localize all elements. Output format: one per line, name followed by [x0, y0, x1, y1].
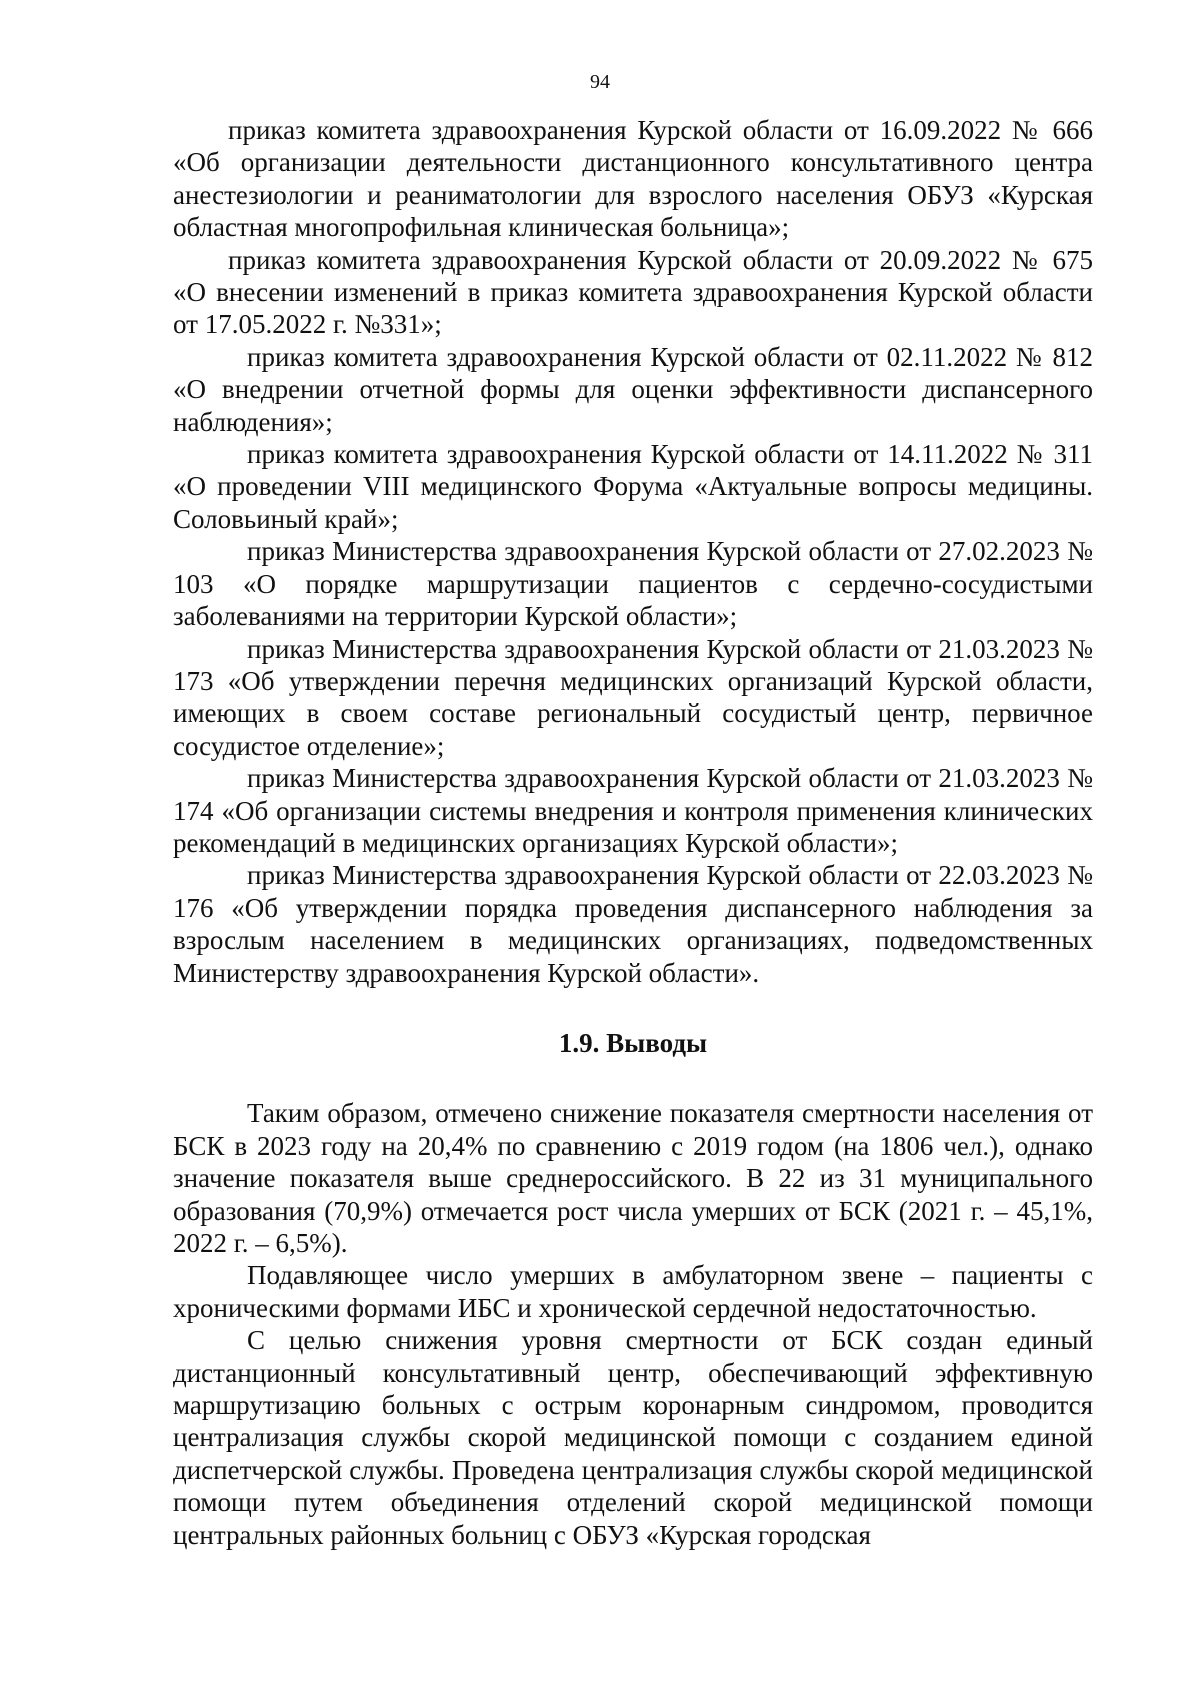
- order-list-item: приказ Министерства здравоохранения Курской области от 21.03.2023 № 173 «Об утверждении перечня медицинских организаций Курской области, имеющих в своем составе региональный сосудистый центр, первичное сосудистое отделение»;: [173, 633, 1093, 761]
- order-list-item: приказ Министерства здравоохранения Курской области от 22.03.2023 № 176 «Об утверждении порядка проведения диспансерного наблюдения за взрослым населением в медицинских организациях, подведомственных Министерству здравоохранения Курской области».: [173, 860, 1093, 988]
- document-body: [173, 114, 1093, 1551]
- order-list-item: приказ Министерства здравоохранения Курской области от 27.02.2023 № 103 «О порядке маршрутизации пациентов с сердечно-сосудистыми заболеваниями на территории Курской области»;: [173, 536, 1093, 632]
- order-list-item: приказ комитета здравоохранения Курской области от 20.09.2022 № 675 «О внесении изменений в приказ комитета здравоохранения Курской области от 17.05.2022 г. №331»;: [173, 244, 1093, 340]
- order-list-item: приказ комитета здравоохранения Курской области от 16.09.2022 № 666 «Об организации деятельности дистанционного консультативного центра анестезиологии и реаниматологии для взрослого населения ОБУЗ «Курская областная многопрофильная клиническая больница»;: [173, 115, 1093, 243]
- conclusion-paragraph: С целью снижения уровня смертности от БСК создан единый дистанционный консультативный центр, обеспечивающий эффективную маршрутизацию больных с острым коронарным синдромом, проводится централизация службы скорой медицинской помощи с созданием единой диспетчерской службы. Проведена централизация службы скорой медицинской помощи путем объединения отделений скорой медицинской помощи центральных районных больниц с ОБУЗ «Курская городская: [173, 1325, 1093, 1550]
- page-number: 94: [590, 71, 610, 93]
- section-heading: 1.9. Выводы: [558, 1027, 708, 1058]
- order-list-item: приказ комитета здравоохранения Курской области от 14.11.2022 № 311 «О проведении VIII медицинского Форума «Актуальные вопросы медицины. Соловьиный край»;: [173, 439, 1093, 534]
- order-list-item: приказ Министерства здравоохранения Курской области от 21.03.2023 № 174 «Об организации системы внедрения и контроля применения клинических рекомендаций в медицинских организациях Курской области»;: [173, 763, 1093, 858]
- conclusion-paragraph: Подавляющее число умерших в амбулаторном звене – пациенты с хроническими формами ИБС и хронической сердечной недостаточностью.: [173, 1260, 1093, 1323]
- conclusion-paragraph: Таким образом, отмечено снижение показателя смертности населения от БСК в 2023 году на 20,4% по сравнению с 2019 годом (на 1806 чел.), однако значение показателя выше среднероссийского. В 22 из 31 муниципального образования (70,9%) отмечается рост числа умерших от БСК (2021 г. – 45,1%, 2022 г. – 6,5%).: [173, 1098, 1093, 1258]
- order-list-item: приказ комитета здравоохранения Курской области от 02.11.2022 № 812 «О внедрении отчетной формы для оценки эффективности диспансерного наблюдения»;: [173, 341, 1093, 437]
